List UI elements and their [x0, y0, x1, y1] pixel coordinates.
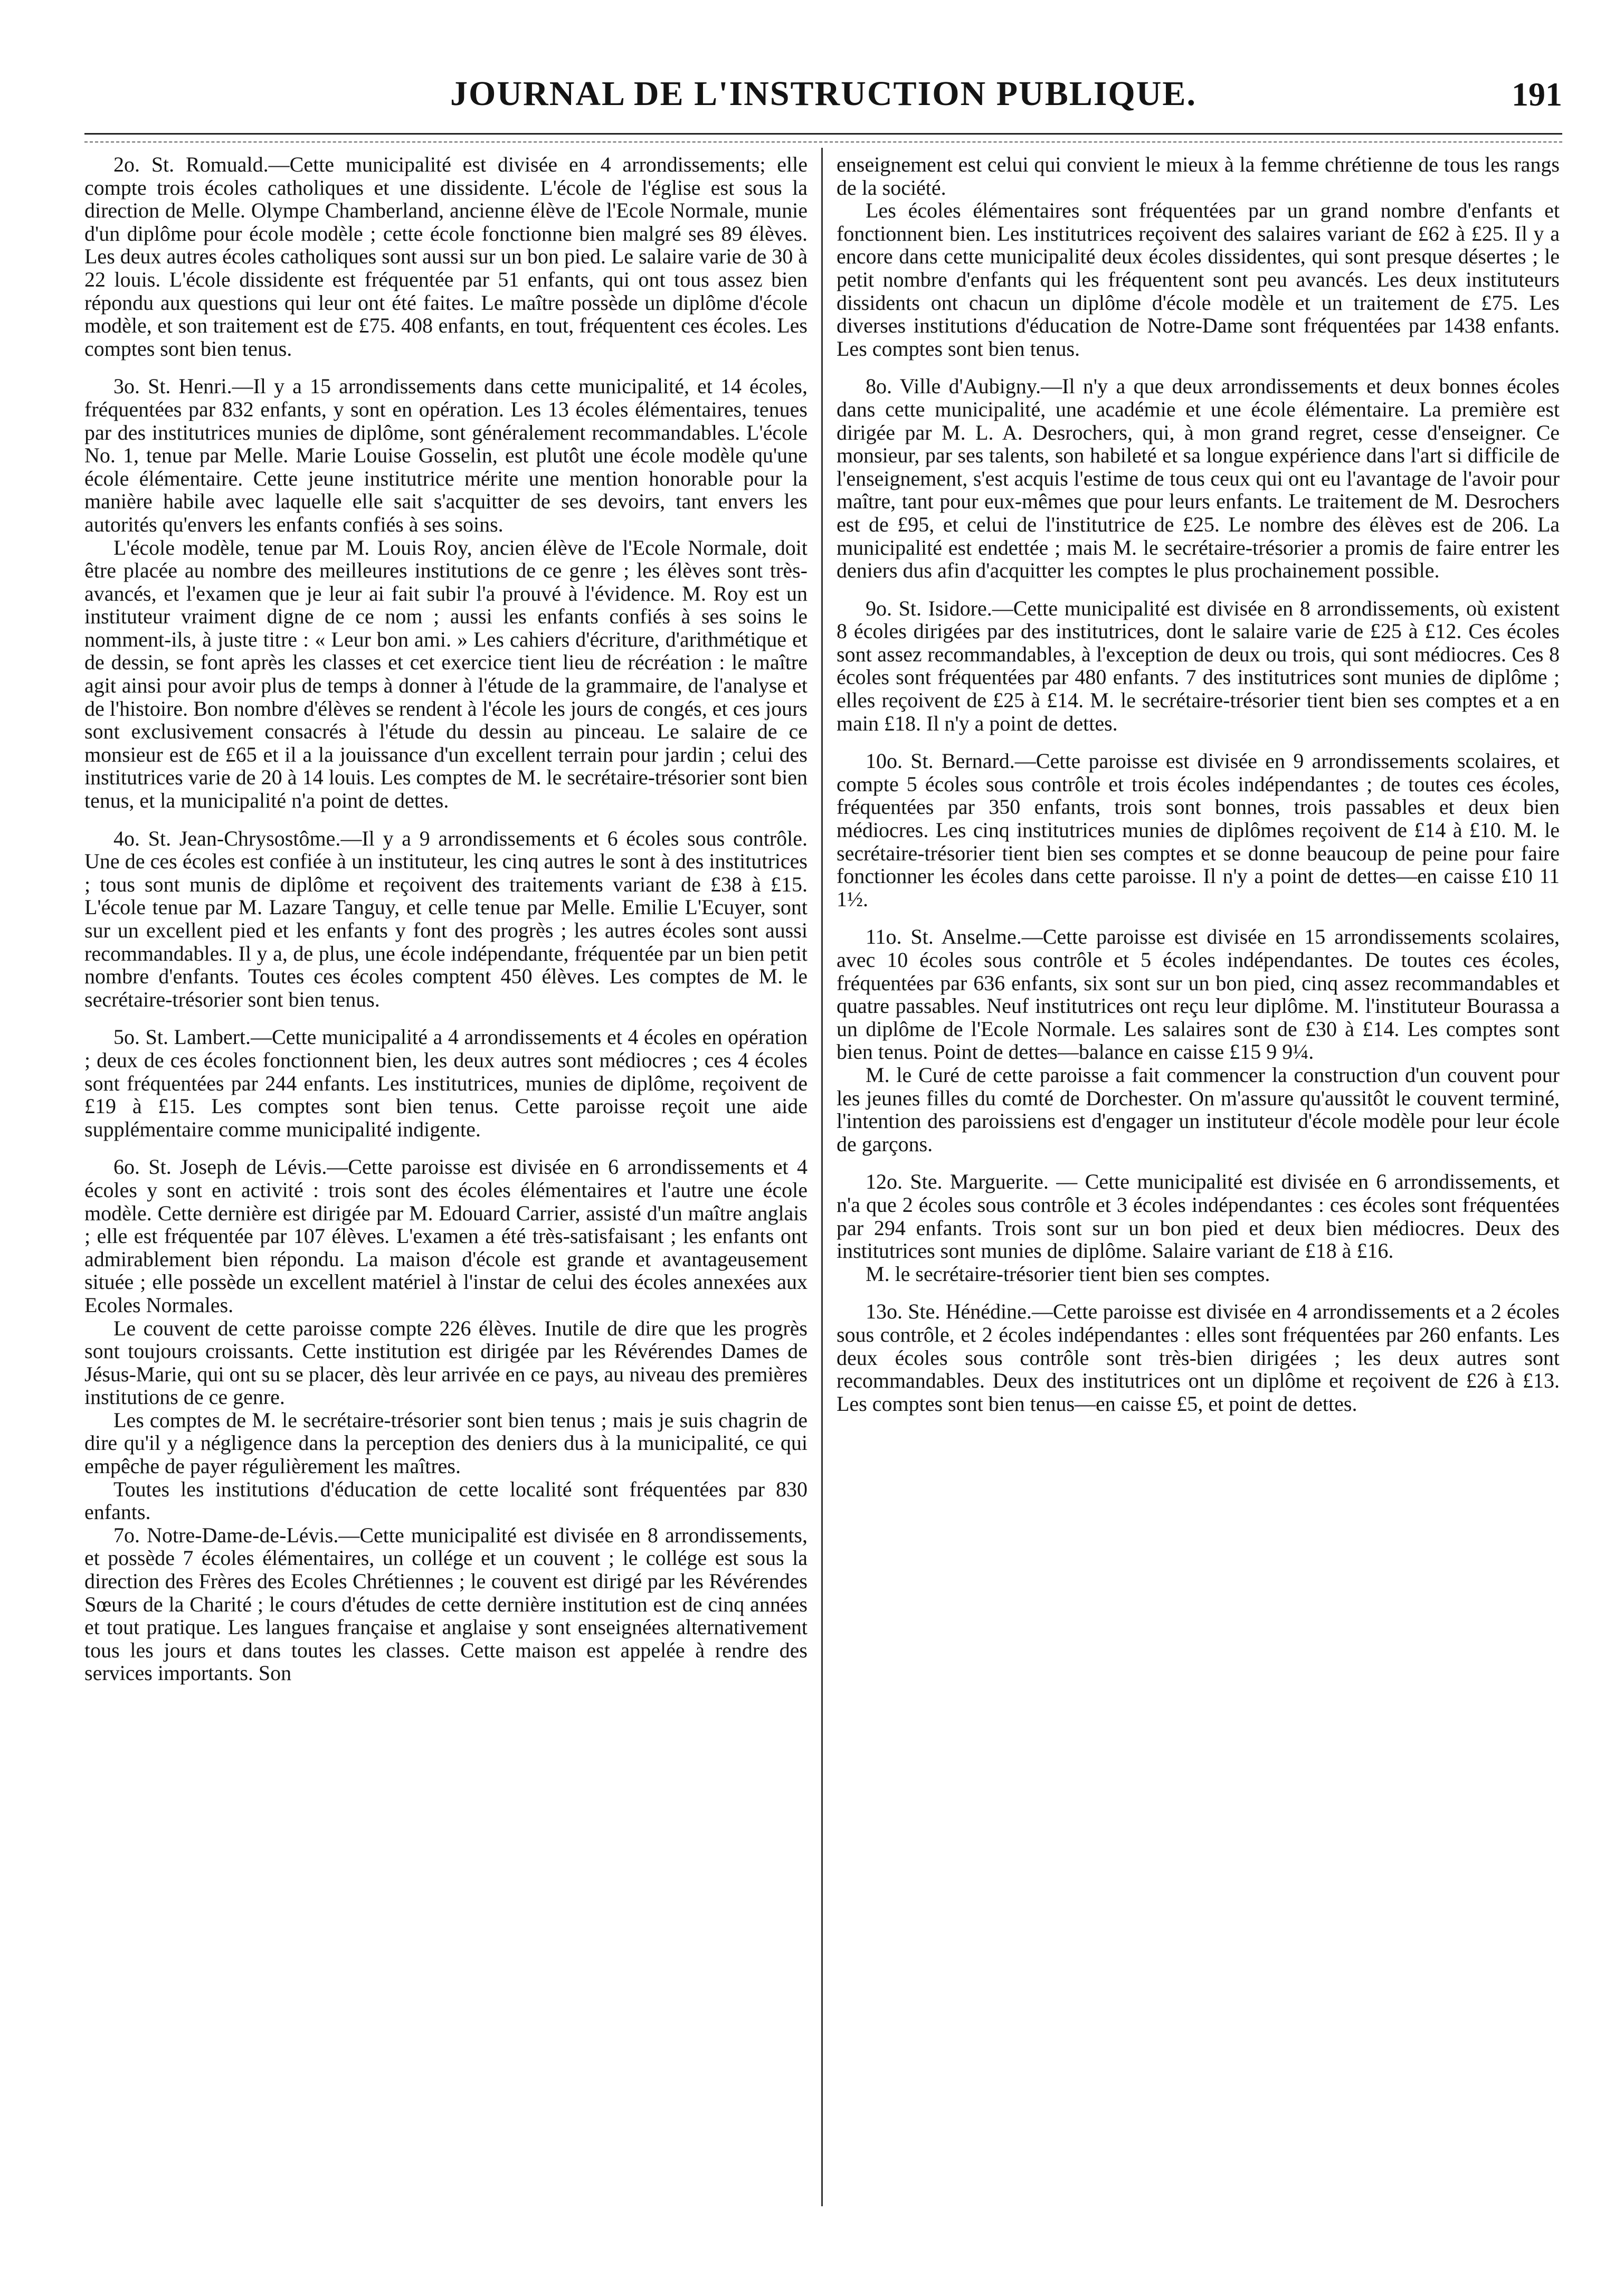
- paragraph: enseignement est celui qui convient le mieux à la femme chrétienne de tous les rangs de la société.: [837, 153, 1560, 200]
- column-divider: [821, 148, 823, 2206]
- header-rule: [84, 133, 1562, 135]
- journal-title: JOURNAL DE L'INSTRUCTION PUBLIQUE.: [450, 74, 1196, 113]
- page-header: [84, 69, 1562, 127]
- paragraph: 2o. St. Romuald.—Cette municipalité est divisée en 4 arrondissements; elle compte trois écoles catholiques et une dissidente. L'école de l'église est sous la direction de Melle. Olympe Chamberland, ancienne élève de l'Ecole Normale, munie d'un diplôme pour école modèle ; cette école fonctionne bien malgré ses 89 élèves. Les deux autres écoles catholiques sont aussi sur un bon pied. Le salaire varie de 30 à 22 louis. L'école dissidente est fréquentée par 51 enfants, qui ont tous assez bien répondu aux questions qui leur ont été faites. Le maître possède un diplôme d'école modèle, et son traitement est de £75. 408 enfants, en tout, fréquentent ces écoles. Les comptes sont bien tenus.: [84, 153, 808, 360]
- paragraph: 3o. St. Henri.—Il y a 15 arrondissements dans cette municipalité, et 14 écoles, fréquentées par 832 enfants, y sont en opération. Les 13 écoles élémentaires, tenues par des institutrices munies de diplôme, sont généralement recommandables. L'école No. 1, tenue par Melle. Marie Louise Gosselin, est plutôt une école modèle qu'une école élémentaire. Cette jeune institutrice mérite une mention honorable pour la manière habile avec laquelle elle sait s'acquitter de ses devoirs, tant envers les autorités qu'envers les enfants confiés à ses soins.: [84, 374, 808, 536]
- paragraph: 5o. St. Lambert.—Cette municipalité a 4 arrondissements et 4 écoles en opération ; deux de ces écoles fonctionnent bien, les deux autres sont médiocres ; ces 4 écoles sont fréquentées par 244 enfants. Les institutrices, munies de diplôme, reçoivent de £19 à £15. Les comptes sont bien tenus. Cette paroisse reçoit une aide supplémentaire comme municipalité indigente.: [84, 1025, 808, 1141]
- paragraph: 9o. St. Isidore.—Cette municipalité est divisée en 8 arrondissements, où existent 8 écoles dirigées par des institutrices, dont le salaire varie de £25 à £12. Ces écoles sont assez recommandables, à l'exception de deux ou trois, qui sont médiocres. Ces 8 écoles sont fréquentées par 480 enfants. 7 des institutrices sont munies de diplôme ; elles reçoivent de £25 à £14. M. le secrétaire-trésorier tient bien ses comptes et a en main £18. Il n'y a point de dettes.: [837, 596, 1560, 735]
- paragraph: Toutes les institutions d'éducation de cette localité sont fréquentées par 830 enfants.: [84, 1477, 808, 1524]
- paragraph: 8o. Ville d'Aubigny.—Il n'y a que deux arrondissements et deux bonnes écoles dans cette municipalité, une académie et une école élémentaire. La première est dirigée par M. L. A. Desrochers, qui, à mon grand regret, cesse d'enseigner. Ce monsieur, par ses talents, son habileté et sa longue expérience dans l'art si difficile de l'enseignement, s'est acquis l'estime de tous ceux qui ont eu l'avantage de l'avoir pour maître, tant pour eux-mêmes que pour leurs enfants. Le traitement de M. Desrochers est de £95, et celui de l'institutrice de £25. Le nombre des élèves est de 206. La municipalité est endettée ; mais M. le secrétaire-trésorier a promis de faire entrer les deniers dus afin d'acquitter les comptes le plus prochainement possible.: [837, 374, 1560, 583]
- paragraph: 7o. Notre-Dame-de-Lévis.—Cette municipalité est divisée en 8 arrondissements, et possède 7 écoles élémentaires, un collége et un couvent ; le collége est sous la direction des Frères des Ecoles Chrétiennes ; le couvent est dirigé par les Révérendes Sœurs de la Charité ; le cours d'études de cette dernière institution est de cinq années et tout pratique. Les langues française et anglaise y sont enseignées alternativement tous les jours et dans toutes les classes. Cette maison est appelée à rendre des services importants. Son: [84, 1523, 808, 1685]
- paragraph: L'école modèle, tenue par M. Louis Roy, ancien élève de l'Ecole Normale, doit être placée au nombre des meilleures institutions de ce genre ; les élèves sont très-avancés, et l'examen que je leur ai fait subir l'a prouvé à l'évidence. M. Roy est un instituteur vraiment digne de ce nom ; aussi les enfants confiés à ses soins le nomment-ils, à juste titre : « Leur bon ami. » Les cahiers d'écriture, d'arithmétique et de dessin, se font après les classes et cet exercice tient lieu de récréation : le maître agit ainsi pour avoir plus de temps à donner à l'étude de la grammaire, de l'analyse et de l'histoire. Bon nombre d'élèves se rendent à l'école les jours de congés, et ces jours sont exclusivement consacrés à l'étude du dessin au pinceau. Le salaire de ce monsieur est de £65 et il a la jouissance d'un excellent terrain pour jardin ; celui des institutrices varie de 20 à 14 louis. Les comptes de M. le secrétaire-trésorier sont bien tenus, et la municipalité n'a point de dettes.: [84, 535, 808, 813]
- paragraph: Les comptes de M. le secrétaire-trésorier sont bien tenus ; mais je suis chagrin de dire qu'il y a négligence dans la perception des deniers dus à la municipalité, ce qui empêche de payer régulièrement les maîtres.: [84, 1408, 808, 1478]
- header-rule-dashed: [84, 141, 1562, 143]
- page-number: 191: [1512, 75, 1562, 113]
- paragraph: 10o. St. Bernard.—Cette paroisse est divisée en 9 arrondissements scolaires, et compte 5 écoles sous contrôle et trois écoles indépendantes ; de toutes ces écoles, fréquentées par 350 enfants, trois sont bonnes, trois passables et deux bien médiocres. Les cinq institutrices munies de diplômes reçoivent de £14 à £10. M. le secrétaire-trésorier tient bien ses comptes et se donne beaucoup de peine pour faire fonctionner les écoles dans cette paroisse. Il n'y a point de dettes—en caisse £10 11 1½.: [837, 749, 1560, 911]
- paragraph: 13o. Ste. Hénédine.—Cette paroisse est divisée en 4 arrondissements et a 2 écoles sous contrôle, et 2 écoles indépendantes : elles sont fréquentées par 260 enfants. Les deux écoles sous contrôle sont très-bien dirigées ; les deux autres sont recommandables. Deux des institutrices ont un diplôme et reçoivent de £26 à £13. Les comptes sont bien tenus—en caisse £5, et point de dettes.: [837, 1299, 1560, 1416]
- left-column: [84, 153, 808, 2212]
- paragraph: Les écoles élémentaires sont fréquentées par un grand nombre d'enfants et fonctionnent bien. Les institutrices reçoivent des salaires variant de £62 à £25. Il y a encore dans cette municipalité deux écoles dissidentes, qui sont presque désertes ; le petit nombre d'enfants qui les fréquentent sont peu avancés. Les deux instituteurs dissidents ont chacun un diplôme d'école modèle et un traitement de £75. Les diverses institutions d'éducation de Notre-Dame sont fréquentées par 1438 enfants. Les comptes sont bien tenus.: [837, 198, 1560, 360]
- paragraph: 4o. St. Jean-Chrysostôme.—Il y a 9 arrondissements et 6 écoles sous contrôle. Une de ces écoles est confiée à un instituteur, les cinq autres le sont à des institutrices ; tous sont munis de diplôme et reçoivent des traitements variant de £38 à £15. L'école tenue par M. Lazare Tanguy, et celle tenue par Melle. Emilie L'Ecuyer, sont sur un excellent pied et les enfants y font des progrès ; les autres écoles sont aussi recommandables. Il y a, de plus, une école indépendante, fréquentée par un bien petit nombre d'enfants. Toutes ces écoles comptent 450 élèves. Les comptes de M. le secrétaire-trésorier sont bien tenus.: [84, 826, 808, 1011]
- paragraph: M. le Curé de cette paroisse a fait commencer la construction d'un couvent pour les jeunes filles du comté de Dorchester. On m'assure qu'aussitôt le couvent terminé, l'intention des paroissiens est d'engager un instituteur d'école modèle pour leur école de garçons.: [837, 1062, 1560, 1156]
- paragraph: 12o. Ste. Marguerite. — Cette municipalité est divisée en 6 arrondissements, et n'a que 2 écoles sous contrôle et 3 écoles indépendantes : ces écoles sont fréquentées par 294 enfants. Trois sont sur un bon pied et deux bien médiocres. Deux des institutrices sont munies de diplôme. Salaire variant de £18 à £16.: [837, 1170, 1560, 1263]
- right-column: [837, 153, 1560, 2212]
- paragraph: 11o. St. Anselme.—Cette paroisse est divisée en 15 arrondissements scolaires, avec 10 écoles sous contrôle et 5 écoles indépendantes. De toutes ces écoles, fréquentées par 636 enfants, six sont sur un bon pied, cinq assez recommandables et quatre passables. Neuf institutrices ont reçu leur diplôme. M. l'instituteur Bourassa a un diplôme de l'Ecole Normale. Les salaires sont de £30 à £14. Les comptes sont bien tenus. Point de dettes—balance en caisse £15 9 9¼.: [837, 925, 1560, 1064]
- paragraph: M. le secrétaire-trésorier tient bien ses comptes.: [866, 1261, 1270, 1286]
- paragraph: Le couvent de cette paroisse compte 226 élèves. Inutile de dire que les progrès sont toujours croissants. Cette institution est dirigée par les Révérendes Dames de Jésus-Marie, qui ont su se placer, dès leur arrivée en ce pays, au niveau des premières institutions de ce genre.: [84, 1316, 808, 1409]
- paragraph: 6o. St. Joseph de Lévis.—Cette paroisse est divisée en 6 arrondissements et 4 écoles y sont en activité : trois sont des écoles élémentaires et l'autre une école modèle. Cette dernière est dirigée par M. Edouard Carrier, assisté d'un maître anglais ; elle est fréquentée par 107 élèves. L'examen a été très-satisfaisant ; les enfants ont admirablement bien répondu. La maison d'école est grande et avantageusement située ; elle possède un excellent matériel à l'instar de celui des écoles annexées aux Ecoles Normales.: [84, 1155, 808, 1317]
